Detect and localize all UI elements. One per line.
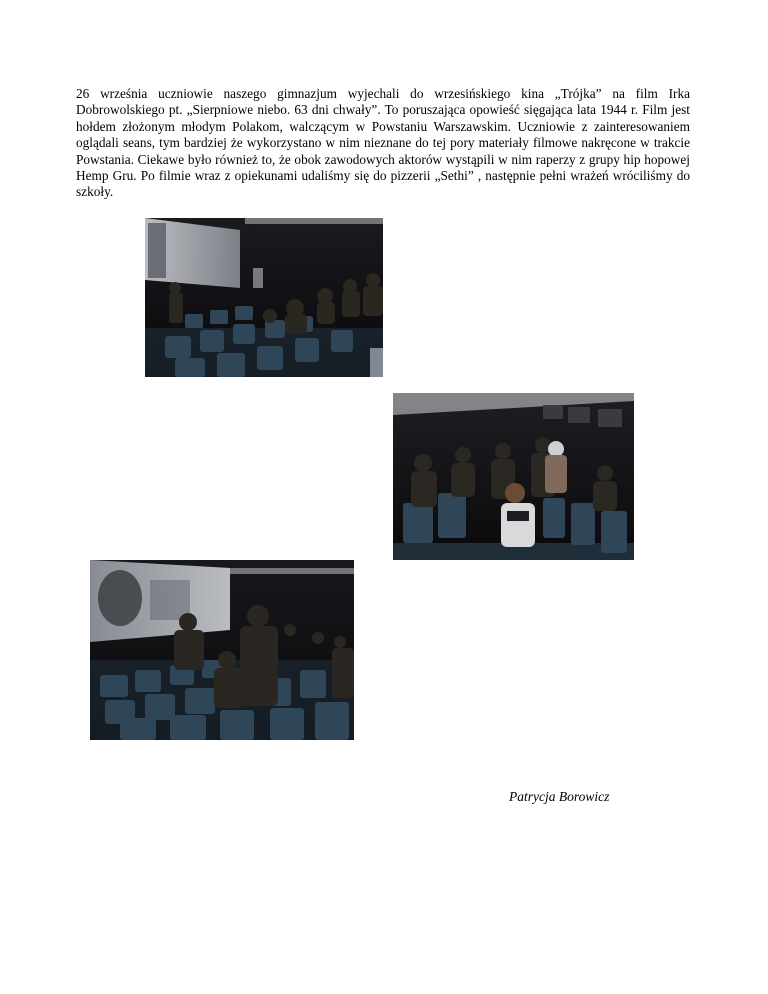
cinema-photo-1 <box>145 218 383 377</box>
article-paragraph: 26 września uczniowie naszego gimnazjum wyjechali do wrzesińskiego kina „Trójka” na film Irka Dobrowolskiego pt. „Sierpniowe niebo. 63 dni chwały”. To poruszająca opowieść sięgająca lata 1944 r. Film jest hołdem złożonym młodym Polakom, walczącym w Powstaniu Warszawskim. Uczniowie z zainteresowaniem oglądali seans, tym bardziej że wykorzystano w nim nieznane do tej pory materiały filmowe nakręcone w trakcie Powstania. Ciekawe było również to, że obok zawodowych aktorów wystąpili w nim raperzy z grupy hip hopowej Hemp Gru. Po filmie wraz z opiekunami udaliśmy się do pizzerii „Sethi” , następnie pełni wrażeń wróciliśmy do szkoły. <box>76 86 690 200</box>
author-signature: Patrycja Borowicz <box>509 789 610 804</box>
cinema-photo-2 <box>393 393 634 560</box>
cinema-photo-3 <box>90 560 354 740</box>
